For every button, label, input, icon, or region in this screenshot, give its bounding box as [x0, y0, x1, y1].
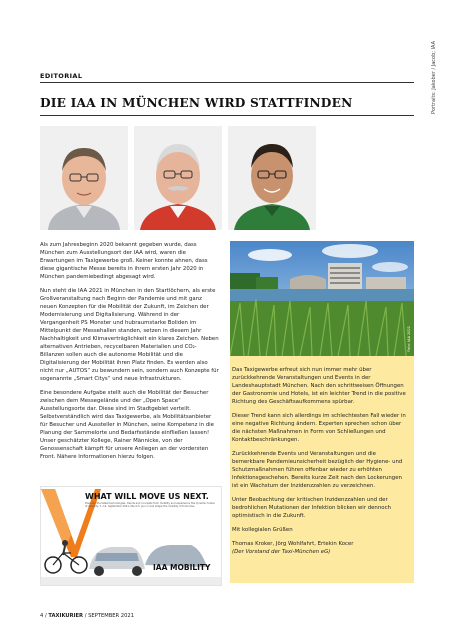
- paragraph: Zurückkehrende Events und Veranstaltungen und die bemerkbare Pandemieunsicherheit bezüglich der Hygiene- und Schutzmaßnahmen führen offenbar wieder zu erhöhten Infektionsgeschehen. Bereits kurze Zeit nach den Lockerungen ist ein Wachstum der Inzidenzzahlen zu verzeichnen.: [232, 451, 403, 489]
- editorial-letter-box: [230, 356, 414, 583]
- paragraph: Das Taxigewerbe erfreut sich nun immer mehr über zurückkehrende Veranstaltungen und Events in der Landeshauptstadt München. Nach den schrittweisen Öffnungen der Gastronomie und Hotels, ist ein leichter Trend in die positive Richtung des Geschäftsaufkommens spürbar.: [232, 367, 406, 405]
- portrait-ertekin-kocer: [228, 126, 316, 230]
- paragraph: Als zum Jahresbeginn 2020 bekannt gegeben wurde, dass München zum Ausstellungsort der IAA wird, waren die Erwartungen im Taxigewerbe groß. Keiner konnte ahnen, dass diese gigantische Messe bereits in ihrem ersten Jahr 2020 in München pandemiebedingt abgesagt wird.: [40, 242, 208, 280]
- iaa-advertisement[interactable]: [40, 486, 222, 586]
- signature-role: (Der Vorstand der Taxi-München eG): [232, 549, 331, 555]
- ad-brand-logo: IAA MOBILITY: [153, 563, 211, 572]
- section-rule: [40, 82, 414, 83]
- issue-date: SEPTEMBER 2021: [88, 613, 135, 619]
- section-label: EDITORIAL: [40, 72, 83, 80]
- messe-photo: [230, 241, 414, 356]
- photo-credit: Foto: IAA 2021: [407, 326, 411, 352]
- article-right-column: [232, 366, 410, 562]
- paragraph: Nun steht die IAA 2021 in München in den Startlöchern, als erste Großveranstaltung nach Beginn der Pandemie und mit ganz neuen Konzepten für die Mobilität der Zukunft, im Zeichen der Modernisierung und Digitalisierung. Während in der Vergangenheit PS Monster und hubraumstarke Boliden im Mittelpunkt der Messehallen standen, setzen in diesem Jahr Nachhaltigkeit und Klimaverträglichkeit ein klares Zeichen. Neben alternativen Antrieben, recycelbaren Materialien und CO₂-Billanzen sollen auch die autonome Mobilität und die Digitalisierung der Mobilität ihren Platz finden. Es werden also nicht nur „AUTOS“ zu bewundern sein, sondern auch Konzepte für sogenannte „Smart Citys“ und neue Infrastrukturen.: [40, 288, 219, 382]
- page-number: 4: [40, 613, 44, 619]
- ad-headline: WHAT WILL MOVE US NEXT.: [85, 492, 209, 501]
- signature-names: Thomas Kroker, Jörg Wohlfahrt, Ertekin Kocer: [232, 541, 354, 547]
- page-footer: 4 / TAXIKURIER / SEPTEMBER 2021: [40, 613, 135, 619]
- portrait-thomas-kroker: [40, 126, 128, 230]
- paragraph: Unter Beobachtung der kritischen Inzidenzzahlen und der bedrohlichen Mutationen der Infektion blicken wir dennoch optimistisch in die Zukunft.: [232, 497, 391, 519]
- ad-body-text: Discover the latest technologies, trends and concepts from mobility and experience the dynamic future of mobility. 7.–12. September 2021, Munich. Join in and shape the mobility of tomorrow.: [85, 502, 215, 509]
- paragraph: Eine besondere Aufgabe stellt auch die Mobilität der Besucher zwischen dem Messegelände und der „Open Space“ Ausstellungsorte dar. Diese sind im Stadtgebiet verteilt. Selbstverständlich wird das Taxigewerbe, als Mobilitätsanbieter für Besucher und Aussteller in München, seine Kompetenz in die Planung der Sammelorte und Bedarfsstände einfließen lassen! Unser geschätzter Kollege, Rainer Männicke, von der Genossenschaft kämpft für unsere Anliegen an der vordersten Front. Nähere Informationen hierzu folgen.: [40, 390, 215, 460]
- portrait-joerg-wohlfahrt: [134, 126, 222, 230]
- article-headline: DIE IAA IN MÜNCHEN WIRD STATTFINDEN: [40, 96, 353, 110]
- magazine-name: TAXIKURIER: [48, 613, 84, 619]
- paragraph: Dieser Trend kann sich allerdings im schlechtesten Fall wieder in eine negative Richtung ändern. Experten sprechen schon über die nächsten Maßnahmen in Form von Schließungen und Kontaktbeschränkungen.: [232, 413, 406, 443]
- headline-rule: [40, 115, 414, 116]
- greeting: Mit kollegialen Grüßen: [232, 527, 293, 533]
- article-left-column: [40, 241, 220, 467]
- photo-credit-vertical: Portraits: Jakober / Jacob; IAA: [431, 41, 437, 114]
